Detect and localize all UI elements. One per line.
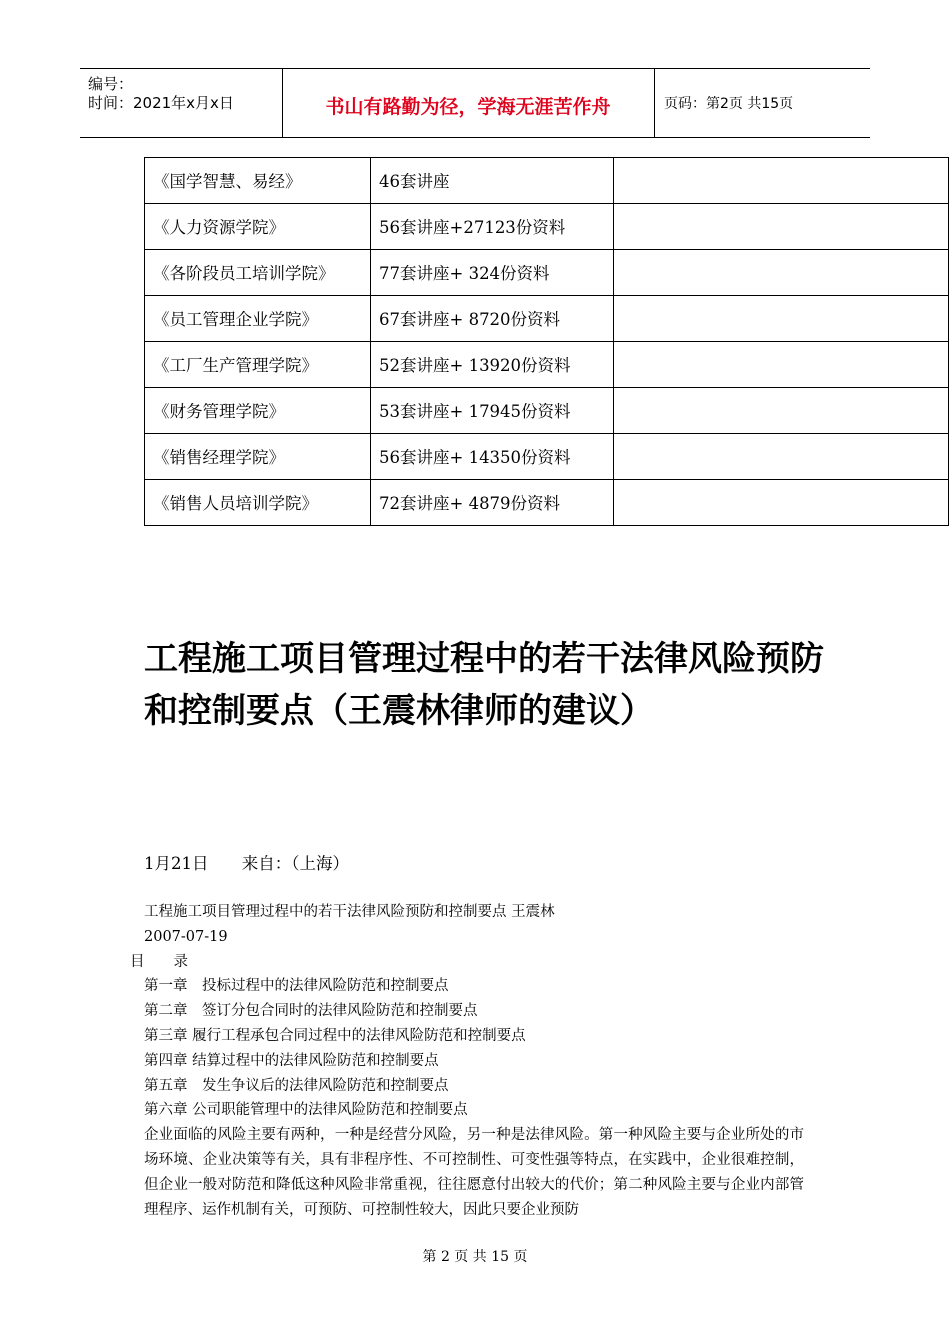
table-row: [145, 434, 949, 480]
article-date: 1月21日: [144, 854, 209, 873]
toc-item: 第三章 履行工程承包合同过程中的法律风险防范和控制要点: [144, 1027, 526, 1044]
dateline: [144, 850, 349, 874]
course-content: 72套讲座+ 4879份资料: [371, 480, 614, 526]
header-page-cell: [654, 69, 870, 137]
course-note: [614, 388, 949, 434]
article-body: [130, 900, 804, 1222]
course-name: 《销售人员培训学院》: [145, 480, 371, 526]
course-note: [614, 434, 949, 480]
page-header: [80, 68, 870, 138]
table-row: [145, 250, 949, 296]
toc-item: 第一章 投标过程中的法律风险防范和控制要点: [144, 978, 449, 995]
course-name: 《销售经理学院》: [145, 434, 371, 480]
course-name: 《人力资源学院》: [145, 204, 371, 250]
course-note: [614, 250, 949, 296]
table-row: [145, 296, 949, 342]
table-row: [145, 342, 949, 388]
article-subtitle: 工程施工项目管理过程中的若干法律风险预防和控制要点 王震林: [144, 904, 555, 920]
toc-heading: 目 录: [130, 953, 188, 970]
course-name: 《各阶段员工培训学院》: [145, 250, 371, 296]
body-paragraph: 企业面临的风险主要有两种，一种是经营分风险，另一种是法律风险。第一种风险主要与企业所处的市场环境、企业决策等有关，具有非程序性、不可控制性、可变性强等特点，在实践中，企业很难控制，但企业一般对防范和降低这种风险非常重视，往往愿意付出较大的代价；第二种风险主要与企业内部管理程序、运作机制有关，可预防、可控制性较大，因此只要企业预防: [144, 1127, 804, 1218]
page-info: 页码：第2页 共15页: [664, 96, 794, 112]
toc-item: 第五章 发生争议后的法律风险防范和控制要点: [144, 1077, 449, 1094]
motto: 书山有路勤为径，学海无涯苦作舟: [325, 96, 611, 118]
course-content: 67套讲座+ 8720份资料: [371, 296, 614, 342]
article-source: 来自：（上海）: [241, 854, 349, 873]
table-row: [145, 388, 949, 434]
table-row: [145, 158, 949, 204]
number-label: 编号：: [88, 75, 134, 93]
course-content: 77套讲座+ 324份资料: [371, 250, 614, 296]
publish-date: 2007-07-19: [144, 928, 228, 945]
course-content: 53套讲座+ 17945份资料: [371, 388, 614, 434]
course-name: 《财务管理学院》: [145, 388, 371, 434]
course-note: [614, 480, 949, 526]
course-note: [614, 158, 949, 204]
course-name: 《员工管理企业学院》: [145, 296, 371, 342]
header-meta-cell: [80, 69, 283, 137]
table-row: [145, 480, 949, 526]
course-content: 46套讲座: [371, 158, 614, 204]
article-title: 工程施工项目管理过程中的若干法律风险预防和控制要点（王震林律师的建议）: [144, 639, 824, 731]
toc-item: 第四章 结算过程中的法律风险防范和控制要点: [144, 1052, 439, 1069]
table-row: [145, 204, 949, 250]
header-motto-cell: [282, 69, 655, 137]
course-note: [614, 342, 949, 388]
course-content: 52套讲座+ 13920份资料: [371, 342, 614, 388]
course-content: 56套讲座+ 14350份资料: [371, 434, 614, 480]
time-label: 时间：2021年x月x日: [88, 94, 234, 112]
course-name: 《工厂生产管理学院》: [145, 342, 371, 388]
course-table: [144, 157, 949, 526]
toc-item: 第二章 签订分包合同时的法律风险防范和控制要点: [144, 1003, 478, 1020]
course-note: [614, 204, 949, 250]
course-name: 《国学智慧、易经》: [145, 158, 371, 204]
course-note: [614, 296, 949, 342]
page-footer: 第 2 页 共 15 页: [422, 1249, 528, 1265]
course-content: 56套讲座+27123份资料: [371, 204, 614, 250]
toc-item: 第六章 公司职能管理中的法律风险防范和控制要点: [144, 1102, 468, 1119]
